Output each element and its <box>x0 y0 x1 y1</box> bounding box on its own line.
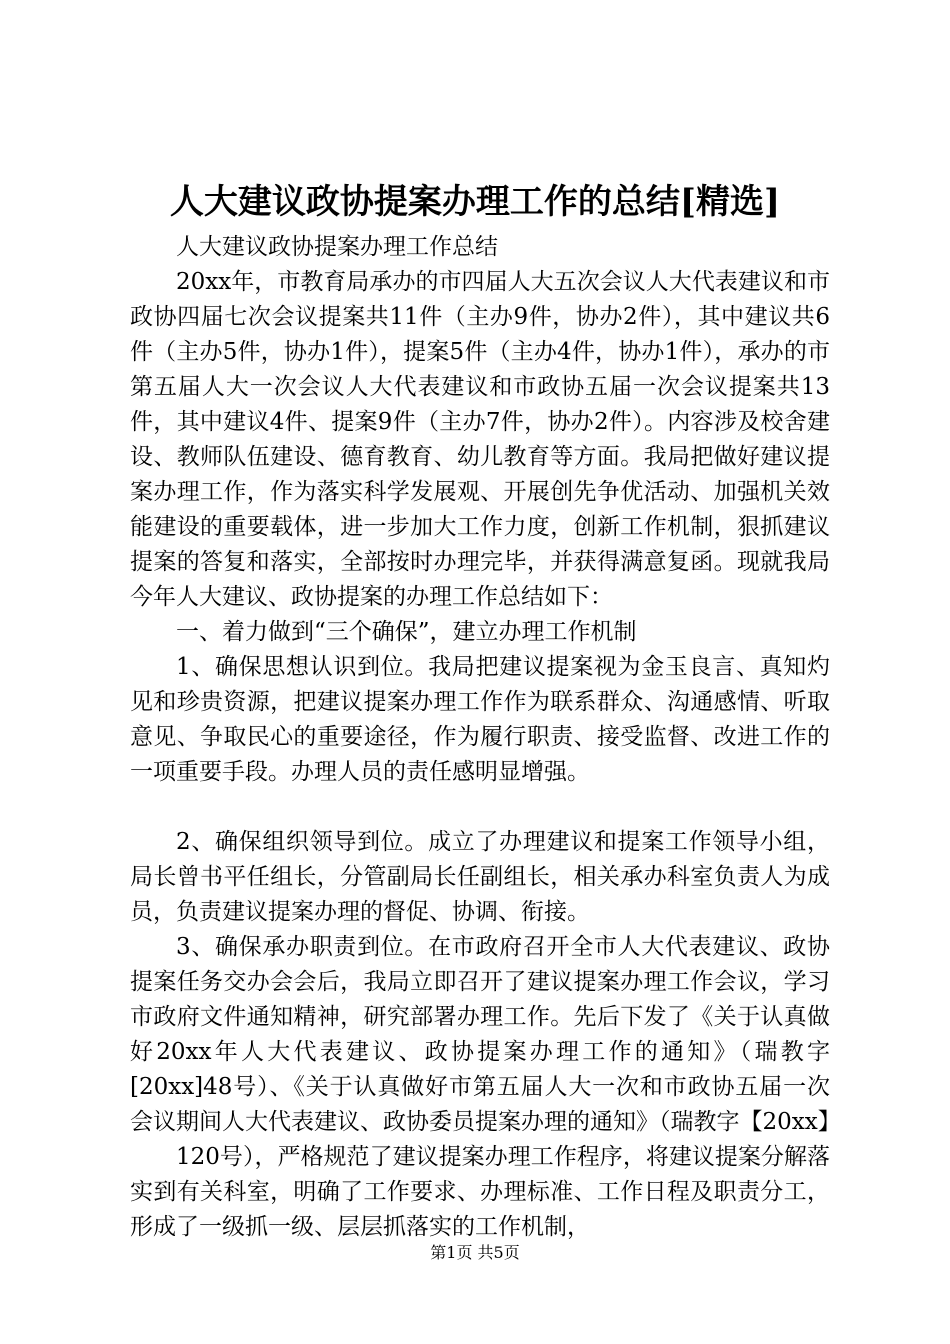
paragraph-item-3: 3、确保承办职责到位。在市政府召开全市人大代表建议、政协提案任务交办会会后，我局立即召开了建议提案办理工作会议，学习市政府文件通知精神，研究部署办理工作。先后下发了《关于认真做好20xx年人大代表建议、政协提案办理工作的通知》（瑞教字[20xx]48号）、《关于认真做好市第五届人大一次和市政协五届一次会议期间人大代表建议、政协委员提案办理的通知》（瑞教字【20xx】 <box>130 934 841 1135</box>
document-title: 人大建议政协提案办理工作的总结[精选] <box>169 182 781 222</box>
page-number-footer: 第1页 共5页 <box>430 1243 520 1262</box>
paragraph-item-1: 1、确保思想认识到位。我局把建议提案视为金玉良言、真知灼见和珍贵资源，把建议提案办理工作作为联系群众、沟通感情、听取意见、争取民心的重要途径，作为履行职责、接受监督、改进工作的一项重要手段。办理人员的责任感明显增强。 <box>130 654 830 785</box>
paragraph-subtitle: 人大建议政协提案办理工作总结 <box>176 234 498 260</box>
paragraph-item-2: 2、确保组织领导到位。成立了办理建议和提案工作领导小组，局长曾书平任组长，分管副局长任副组长，相关承办科室负责人为成员，负责建议提案办理的督促、协调、衔接。 <box>130 829 830 925</box>
paragraph-intro: 20xx年，市教育局承办的市四届人大五次会议人大代表建议和市政协四届七次会议提案共11件（主办9件，协办2件），其中建议共6件（主办5件，协办1件），提案5件（主办4件，协办1件），承办的市第五届人大一次会议人大代表建议和市政协五届一次会议提案共13件，其中建议4件、提案9件（主办7件，协办2件）。内容涉及校舍建设、教师队伍建设、德育教育、幼儿教育等方面。我局把做好建议提案办理工作，作为落实科学发展观、开展创先争优活动、加强机关效能建设的重要载体，进一步加大工作力度，创新工作机制，狠抓建议提案的答复和落实，全部按时办理完毕，并获得满意复函。现就我局今年人大建议、政协提案的办理工作总结如下： <box>130 269 830 610</box>
document-body <box>130 230 841 1245</box>
paragraph-continuation: 120号），严格规范了建议提案办理工作程序，将建议提案分解落实到有关科室，明确了工作要求、办理标准、工作日程及职责分工，形成了一级抓一级、层层抓落实的工作机制， <box>130 1144 830 1240</box>
paragraph-section-heading: 一、着力做到“三个确保”，建立办理工作机制 <box>176 619 637 645</box>
